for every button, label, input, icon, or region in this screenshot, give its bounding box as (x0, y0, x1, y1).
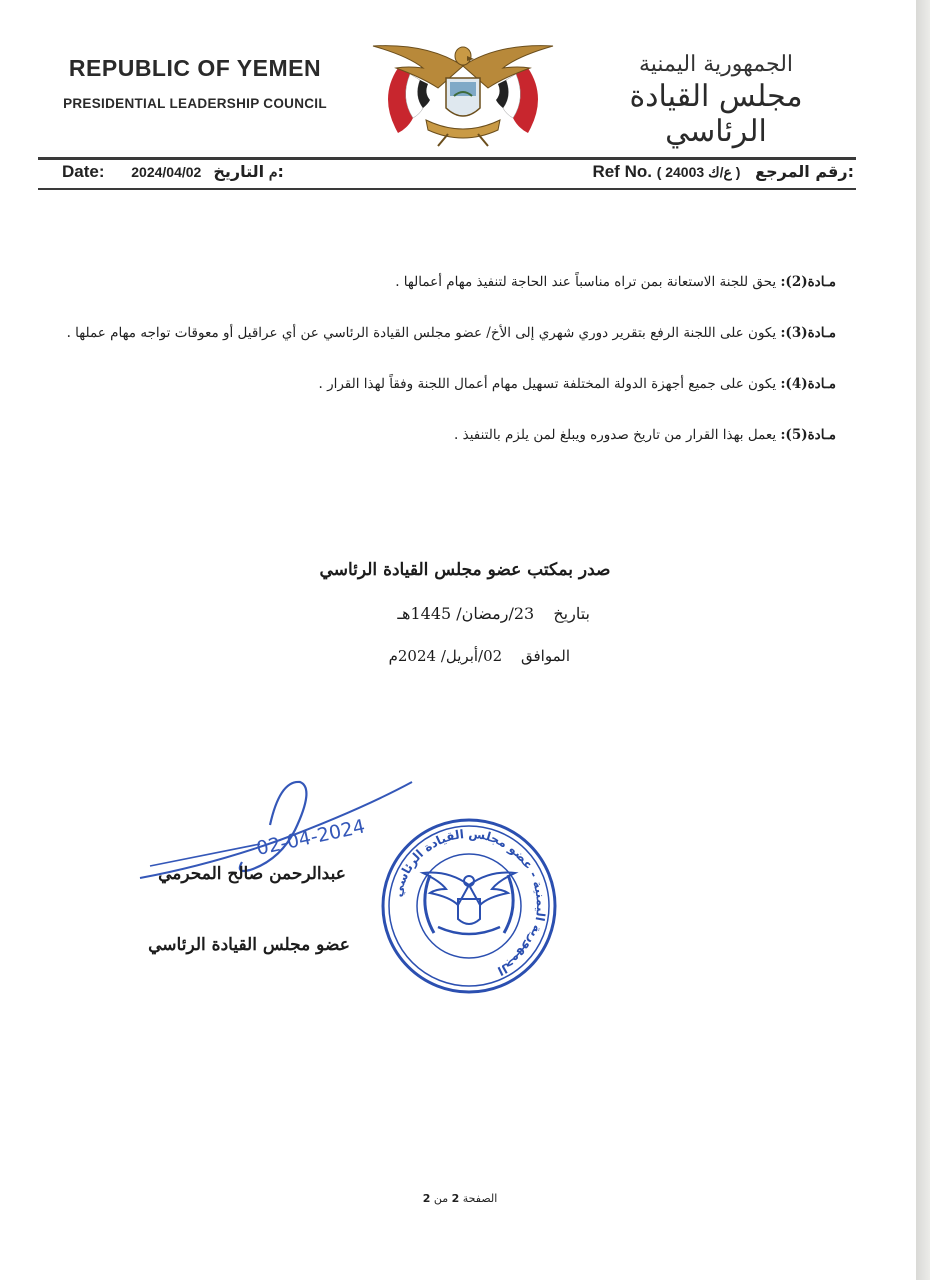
country-name-en: REPUBLIC OF YEMEN (68, 55, 322, 81)
page-current: 2 (451, 1192, 460, 1205)
article-text: يكون على اللجنة الرفع بتقرير دوري شهري إلى الأخ/ عضو مجلس القيادة الرئاسي عن أي عراقيل أو معوقات تواجه مهام عملها . (66, 325, 781, 341)
article-item (56, 323, 836, 343)
date-value: 2024/04/02م (131, 164, 278, 180)
official-stamp-icon (378, 815, 560, 997)
header-english (40, 55, 350, 111)
page-prefix: الصفحة (462, 1192, 498, 1205)
council-name-ar: مجلس القيادة الرئاسي (629, 79, 803, 149)
signature-date: 02-04-2024 (254, 815, 368, 860)
gregorian-date: 02/أبريل/ 2024م (388, 647, 503, 665)
article-label: مـادة(4): (780, 376, 836, 392)
header-rule-bottom (38, 188, 856, 190)
date-label-en: Date: (62, 162, 105, 181)
article-item (56, 374, 836, 394)
ref-label-ar: رقم المرجع: (755, 162, 854, 181)
article-item (56, 272, 836, 292)
page-of: من (433, 1192, 449, 1205)
hijri-date: 23/رمضان/ 1445هـ (397, 604, 535, 623)
hijri-label: بتاريخ (553, 604, 590, 623)
hijri-date-line (300, 604, 630, 623)
articles-list (56, 272, 836, 476)
article-text: يعمل بهذا القرار من تاريخ صدوره ويبلغ لمن يلزم بالتنفيذ . (454, 427, 781, 443)
ref-value: ( 24003 ع/ك ) (656, 164, 741, 180)
ref-field (592, 162, 854, 182)
header-arabic (586, 52, 846, 149)
page-total: 2 (422, 1192, 431, 1205)
stamp-text: الجمهورية اليمنية - عضو مجلس القيادة الرئاسي (390, 826, 549, 979)
council-name-en: PRESIDENTIAL LEADERSHIP COUNCIL (63, 96, 327, 111)
signer-title: عضو مجلس القيادة الرئاسي (148, 935, 350, 955)
article-label: مـادة(2): (780, 274, 836, 290)
gregorian-date-line (300, 647, 630, 665)
page-edge-shadow (916, 0, 930, 1280)
yemen-eagle-emblem-icon (368, 38, 558, 148)
article-text: يكون على جميع أجهزة الدولة المختلفة تسهيل مهام أعمال اللجنة وفقاً لهذا القرار . (318, 376, 781, 392)
article-text: يحق للجنة الاستعانة بمن تراه مناسباً عند الحاجة لتنفيذ مهام أعمالها . (395, 274, 781, 290)
issuance-block (300, 560, 630, 665)
date-field (62, 162, 284, 182)
article-label: مـادة(3): (780, 325, 836, 341)
date-label-ar: التاريخ: (213, 162, 284, 181)
country-name-ar: الجمهورية اليمنية (638, 52, 794, 77)
gregorian-label: الموافق (520, 647, 570, 665)
article-label: مـادة(5): (780, 427, 836, 443)
issued-by: صدر بمكتب عضو مجلس القيادة الرئاسي (319, 560, 611, 580)
page-number (380, 1192, 540, 1205)
signer-name: عبدالرحمن صالح المحرمي (158, 864, 346, 884)
article-item (56, 425, 836, 445)
ref-label-en: Ref No. (592, 162, 652, 181)
header-rule-top (38, 157, 856, 160)
